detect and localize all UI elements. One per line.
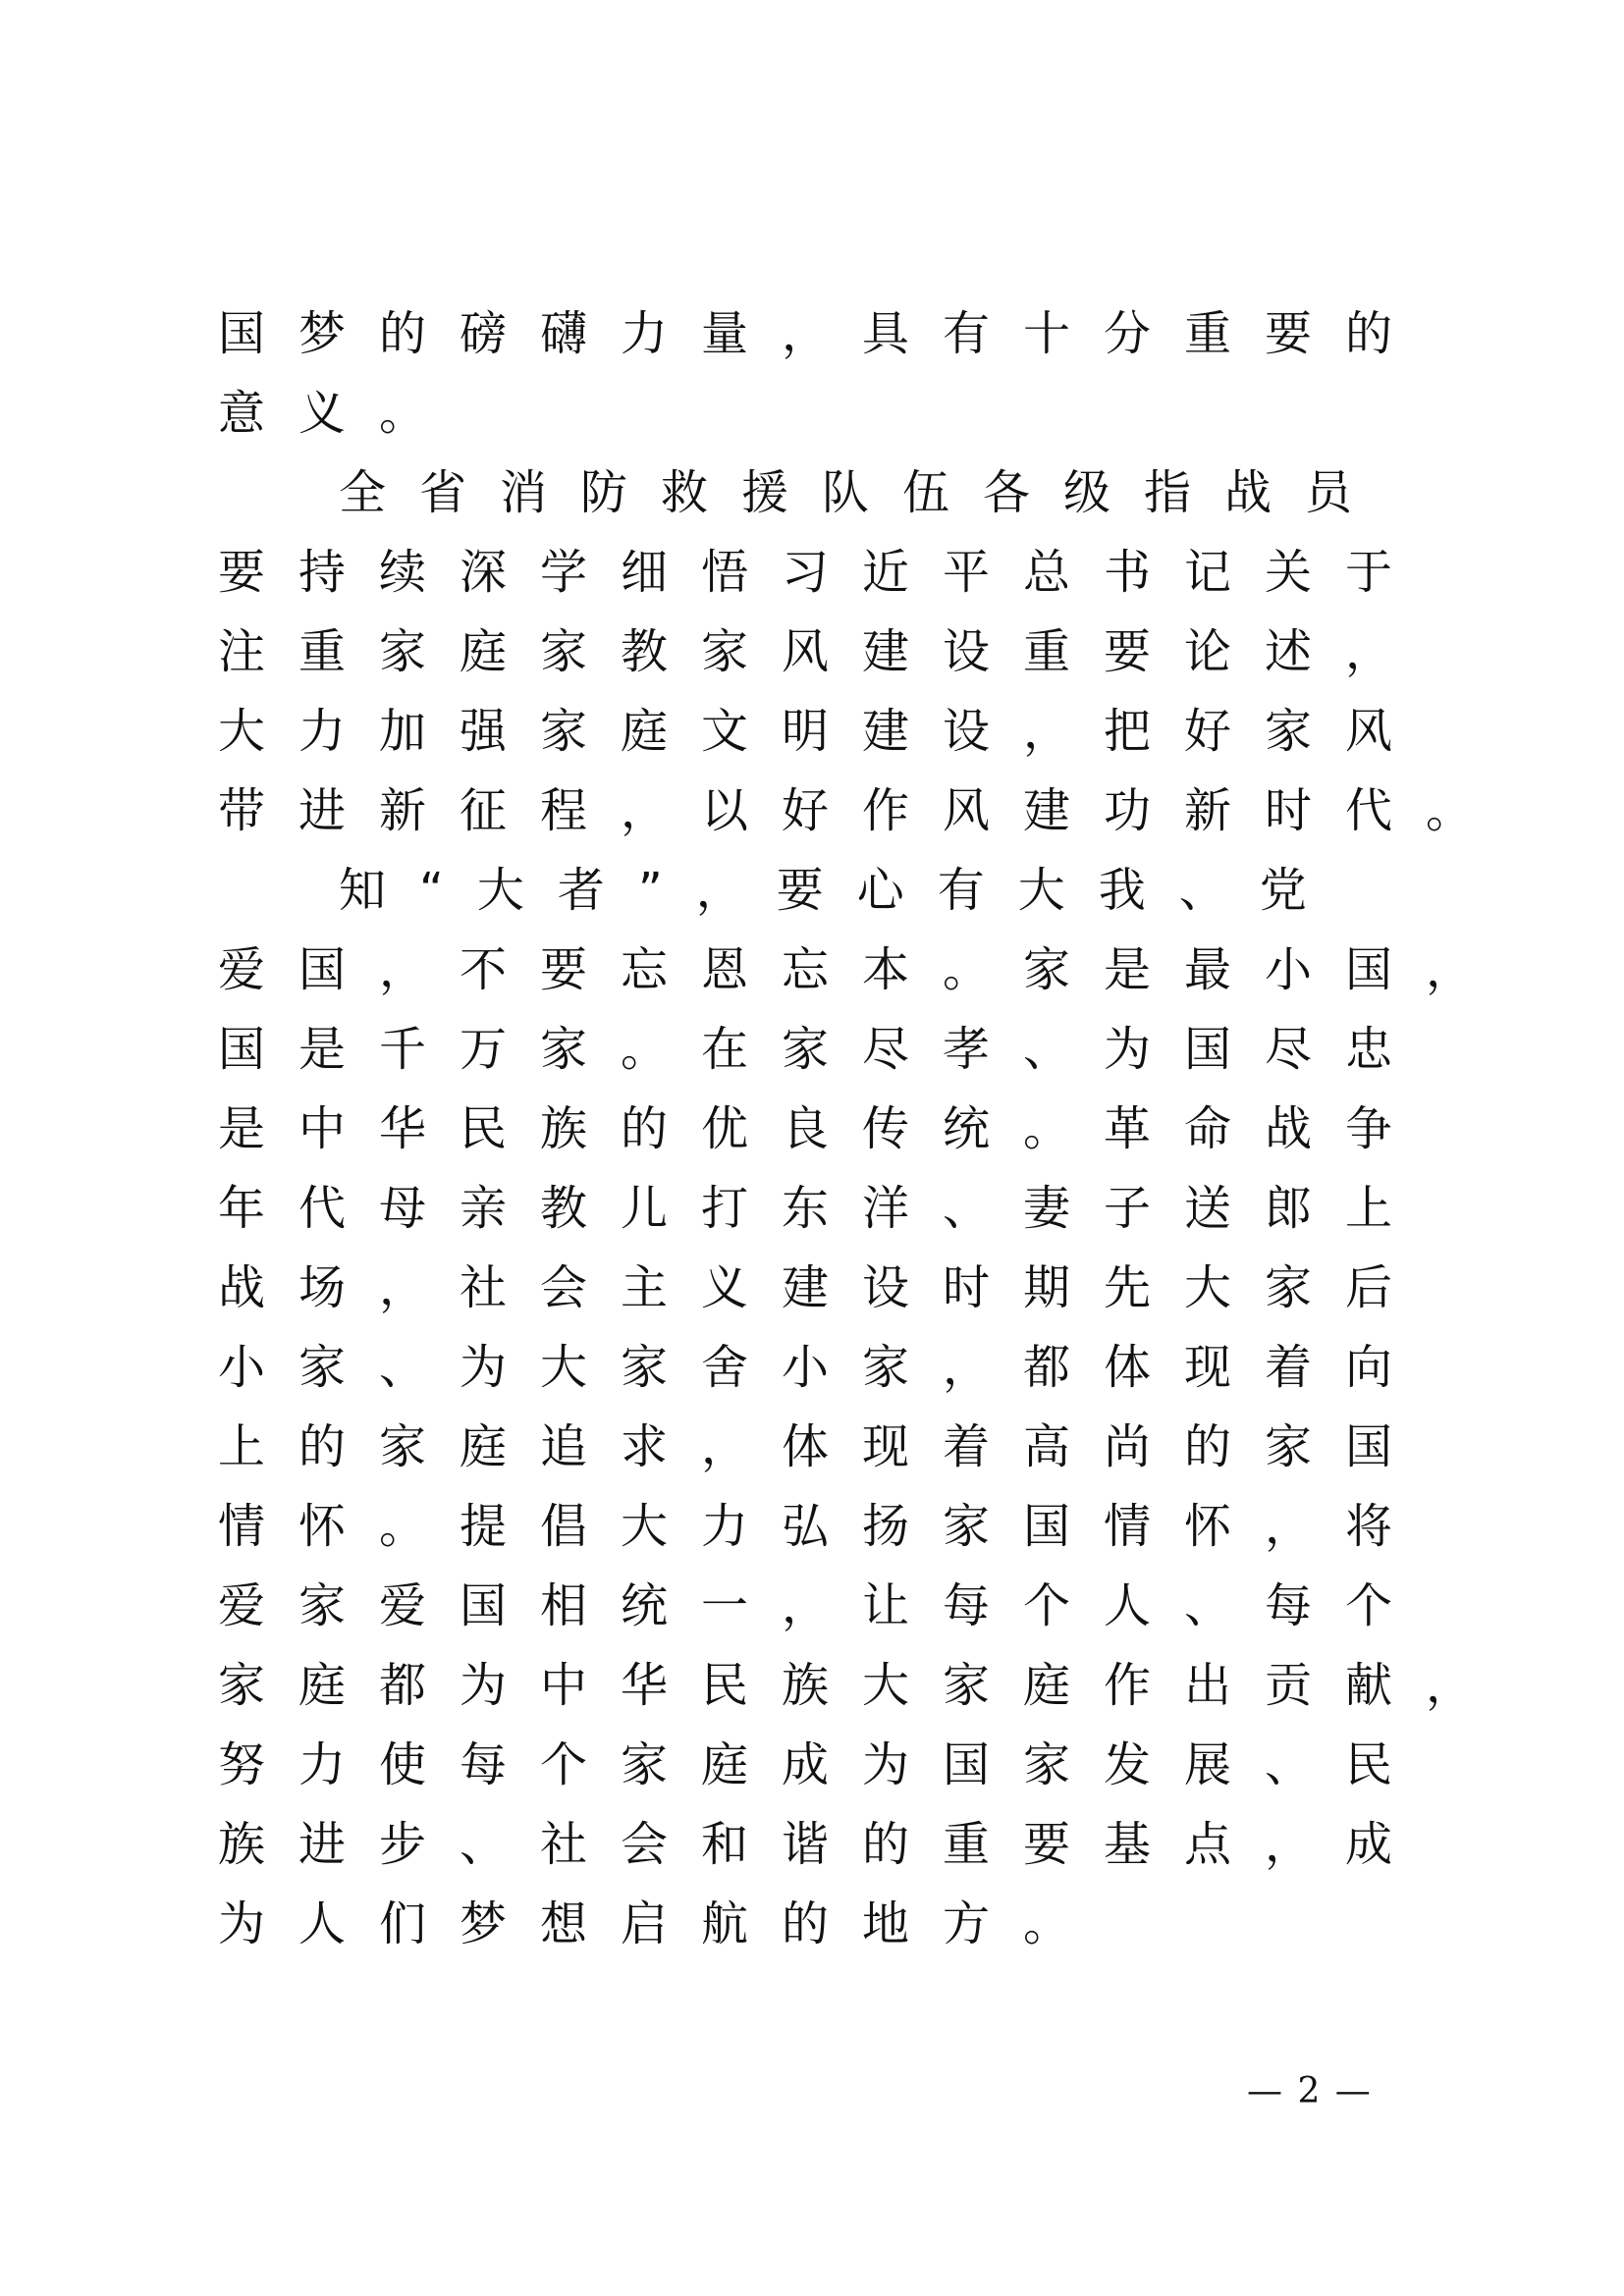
text-line-17: 爱家爱国相统一，让每个人、每个 bbox=[218, 1578, 1427, 1633]
text-line-19: 努力使每个家庭成为国家发展、民 bbox=[218, 1737, 1427, 1792]
text-line-13: 战场，社会主义建设时期先大家后 bbox=[218, 1260, 1427, 1315]
text-line-1: 国梦的磅礴力量，具有十分重要的 bbox=[218, 306, 1427, 361]
text-line-9: 爱国，不要忘恩忘本。家是最小国， bbox=[218, 942, 1507, 997]
paragraph-start-line-3: 全省消防救援队伍各级指战员 bbox=[339, 465, 1386, 520]
text-line-15: 上的家庭追求，体现着高尚的家国 bbox=[218, 1419, 1427, 1474]
text-line-6: 大力加强家庭文明建设，把好家风 bbox=[218, 704, 1427, 759]
text-line-7: 带进新征程，以好作风建功新时代。 bbox=[218, 783, 1507, 838]
body-text bbox=[218, 294, 1507, 1964]
text-line-21: 为人们梦想启航的地方。 bbox=[218, 1896, 1105, 1951]
text-line-11: 是中华民族的优良传统。革命战争 bbox=[218, 1101, 1427, 1156]
text-line-16: 情怀。提倡大力弘扬家国情怀，将 bbox=[218, 1499, 1427, 1554]
text-line-20: 族进步、社会和谐的重要基点，成 bbox=[218, 1817, 1427, 1872]
text-line-14: 小家、为大家舍小家，都体现着向 bbox=[218, 1340, 1427, 1395]
text-line-4: 要持续深学细悟习近平总书记关于 bbox=[218, 545, 1427, 600]
paragraph-start-line-8: 知“大者”，要心有大我、党 bbox=[339, 863, 1340, 918]
text-line-18: 家庭都为中华民族大家庭作出贡献， bbox=[218, 1658, 1507, 1713]
text-line-10: 国是千万家。在家尽孝、为国尽忠 bbox=[218, 1022, 1427, 1077]
text-line-12: 年代母亲教儿打东洋、妻子送郎上 bbox=[218, 1181, 1427, 1236]
page-number: — 2 — bbox=[1247, 2071, 1373, 2111]
text-line-5: 注重家庭家教家风建设重要论述， bbox=[218, 624, 1427, 679]
text-line-2: 意义。 bbox=[218, 386, 460, 441]
